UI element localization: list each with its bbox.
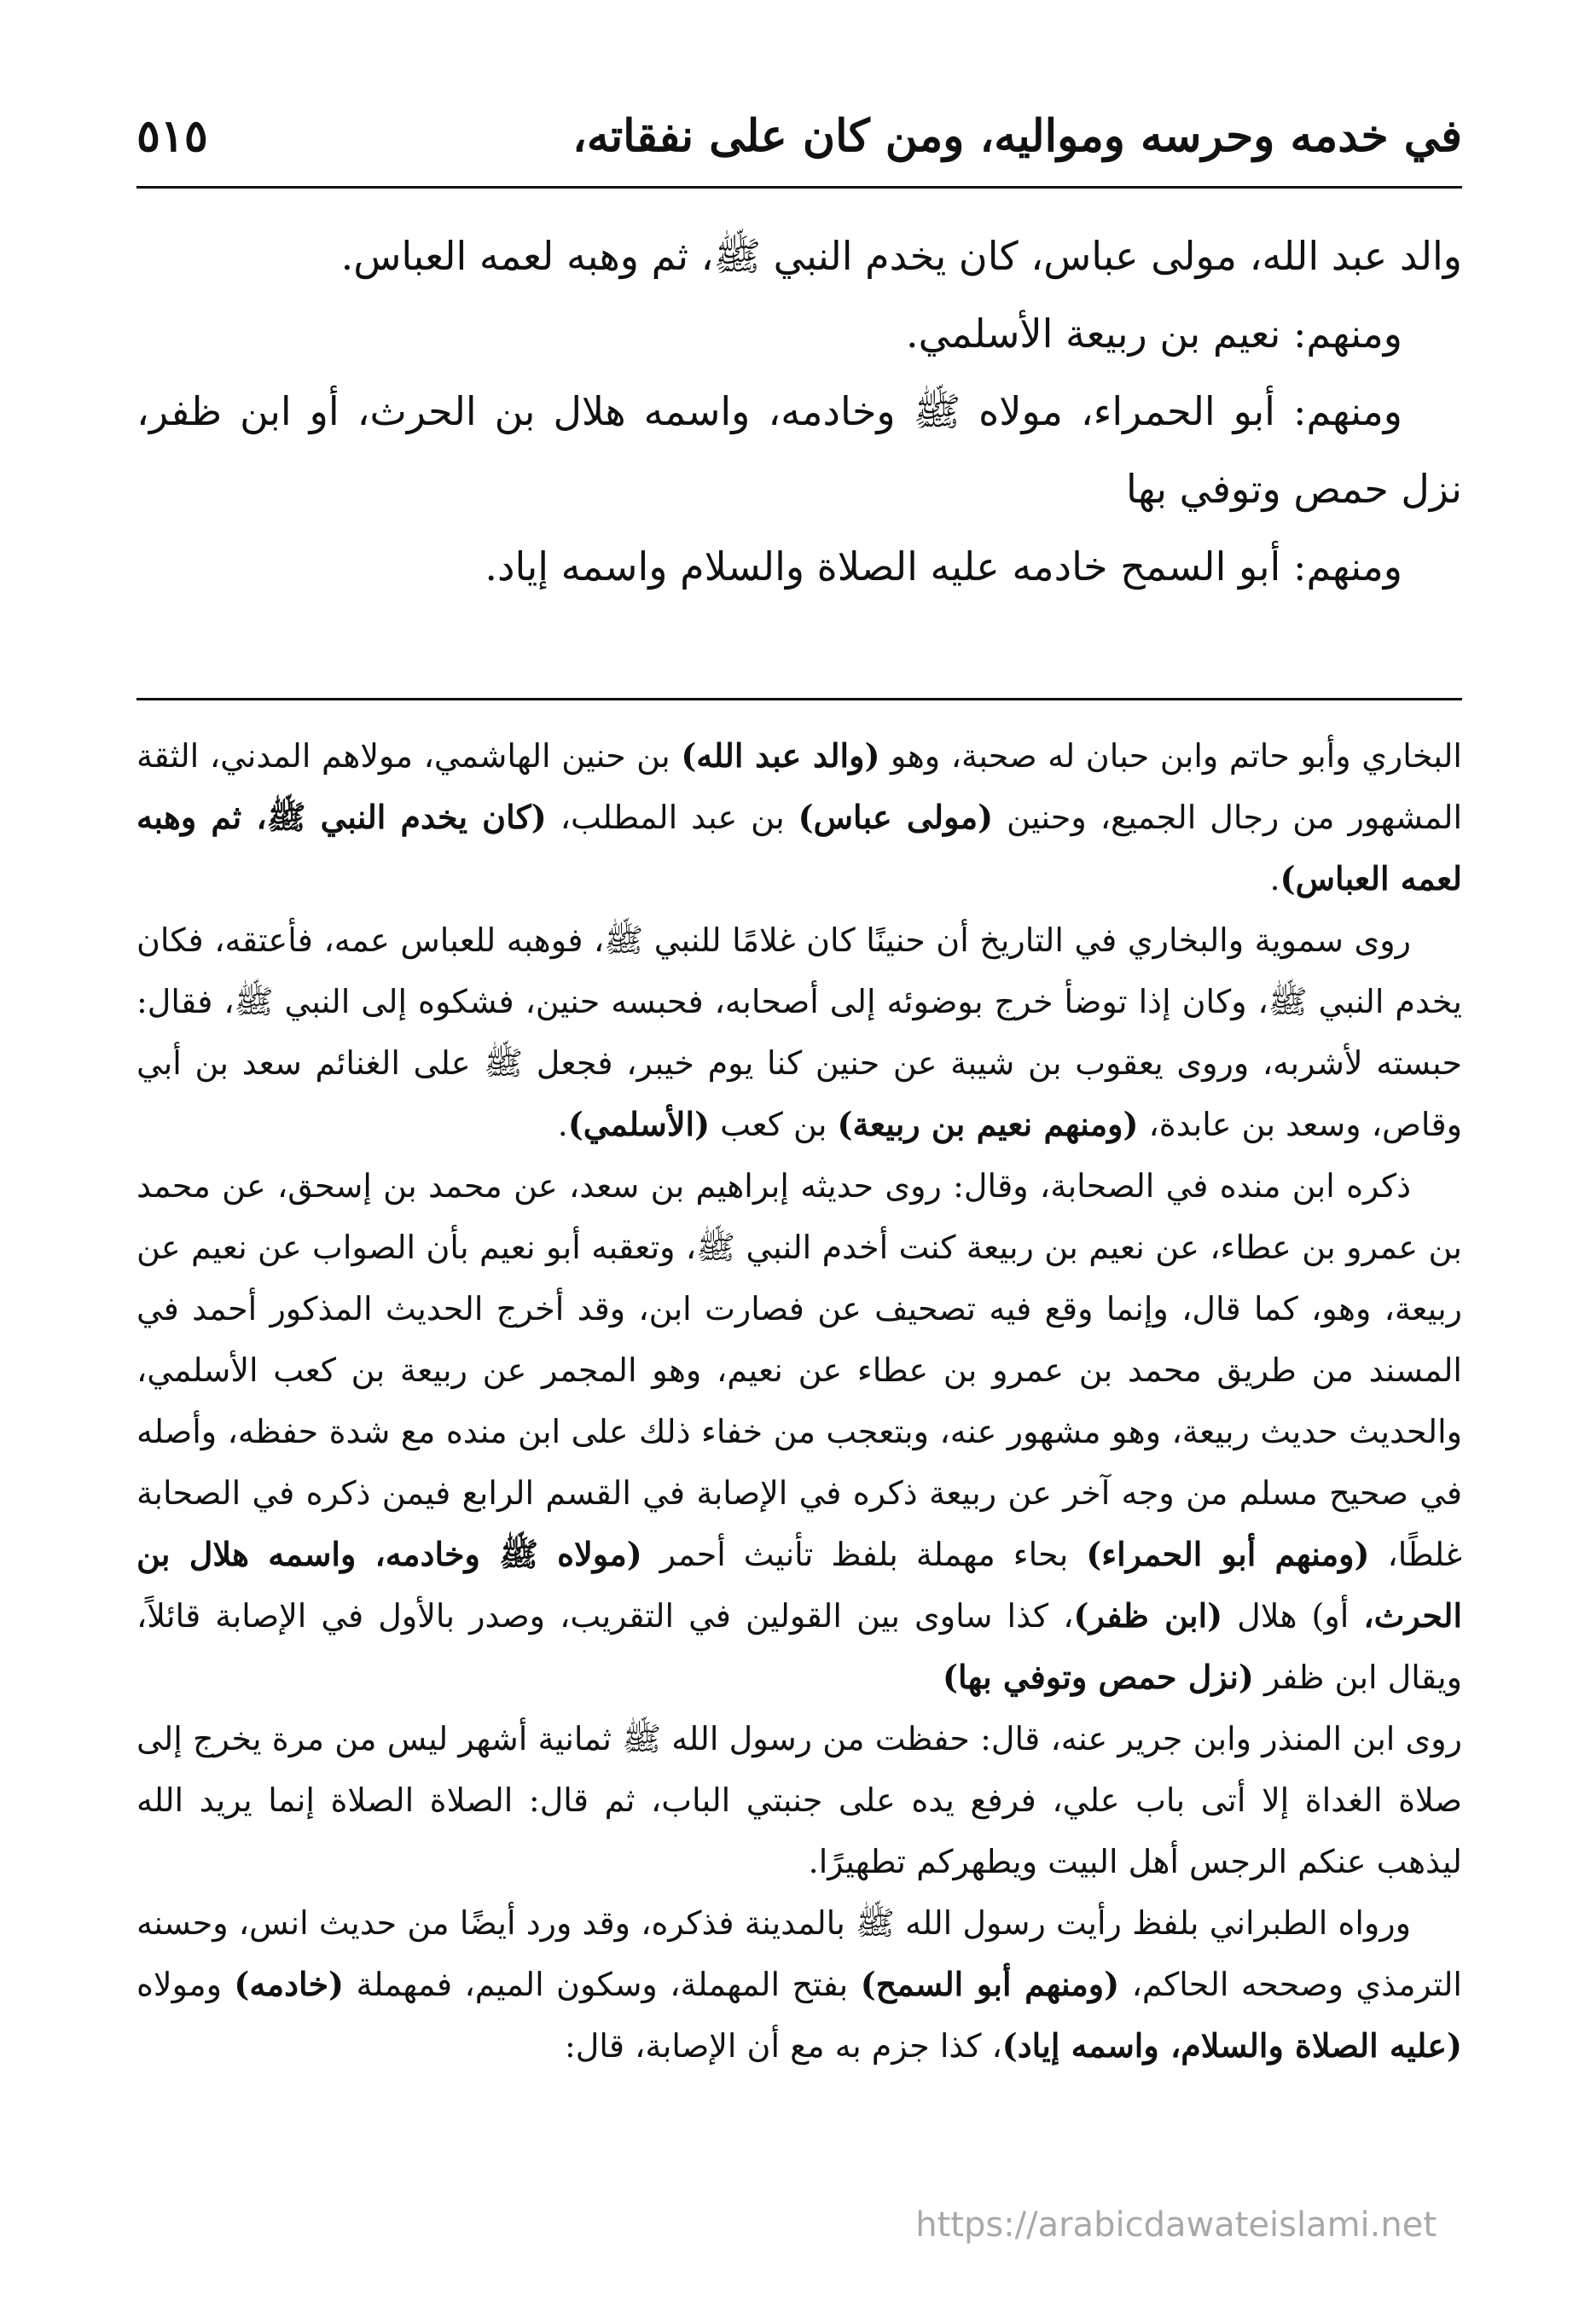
commentary-divider <box>136 698 1462 700</box>
commentary-text: ، كذا ساوى بين القولين في التقريب، وصدر بالأول في الإصابة قائلاً، ويقال ابن ظفر <box>136 1597 1462 1696</box>
main-paragraph-1: والد عبد الله، مولى عباس، كان يخدم النبي ﷺ، ثم وهبه لعمه العباس. <box>340 233 1462 279</box>
commentary-text: روى ابن المنذر وابن جرير عنه، قال: حفظت من رسول الله ﷺ ثمانية أشهر ليس من مرة يخرج إلى صلاة الغداة إلا أتى باب علي، فرفع يده على جنبتي الباب، ثم قال: الصلاة الصلاة إنما يريد الله ليذهب عنكم الرجس أهل البيت ويطهركم تطهيرًا. <box>136 1720 1462 1880</box>
quoted-phrase: (مولاه ﷺ وخادمه، واسمه هلال بن الحرث، <box>136 1535 1463 1635</box>
quoted-phrase: (نزل حمص وتوفي بها) <box>943 1658 1254 1696</box>
commentary-text: بن عبد المطلب، <box>546 799 798 836</box>
commentary-text: بحاء مهملة بلفظ تأنيث أحمر <box>641 1536 1087 1573</box>
commentary-text: ، كذا جزم به مع أن الإصابة، قال: <box>564 2027 1002 2065</box>
page-header <box>136 102 1462 179</box>
main-paragraph-3: ومنهم: أبو الحمراء، مولاه ﷺ وخادمه، واسمه هلال بن الحرث، أو ابن ظفر، نزل حمص وتوفي بها <box>136 388 1462 512</box>
header-divider <box>136 186 1462 189</box>
commentary-text: أو) هلال <box>1222 1597 1364 1635</box>
commentary-paragraph-5 <box>136 1892 1462 2077</box>
commentary-block <box>136 725 1462 2077</box>
running-head-title: في خدمه وحرسه ومواليه، ومن كان على نفقاته، <box>572 110 1462 162</box>
commentary-paragraph-3 <box>136 1155 1462 1708</box>
quoted-phrase: (مولى عباس) <box>798 798 994 836</box>
commentary-text: روى سموية والبخاري في التاريخ أن حنينًا كان غلامًا للنبي ﷺ، فوهبه للعباس عمه، فأعتقه، فكان يخدم النبي ﷺ، وكان إذا توضأ خرج بوضوئه إلى أصحابه، فحبسه حنين، فشكوه إلى النبي ﷺ، فقال: حبسته لأشربه، وروى يعقوب بن شيبة عن حنين كنا يوم خيبر، فجعل ﷺ على الغنائم سعد بن أبي وقاص، وسعد بن عابدة، <box>136 921 1462 1143</box>
quoted-phrase: (ومنهم نعيم بن ربيعة) <box>837 1105 1139 1143</box>
commentary-paragraph-4 <box>136 1708 1462 1892</box>
quoted-phrase: (والد عبد الله) <box>681 736 880 775</box>
commentary-text: . <box>557 1106 568 1143</box>
commentary-text: ومولاه <box>136 1966 235 2003</box>
commentary-paragraph-2 <box>136 909 1462 1155</box>
watermark-url: https://arabicdawateislami.net <box>915 2205 1437 2245</box>
commentary-text: بفتح المهملة، وسكون الميم، فمهملة <box>344 1966 861 2003</box>
main-paragraph-4: ومنهم: أبو السمح خادمه عليه الصلاة والسلام واسمه إياد. <box>485 543 1402 590</box>
commentary-text: ذكره ابن منده في الصحابة، وقال: روى حديثه إبراهيم بن سعد، عن محمد بن إسحق، عن محمد بن عمرو بن عطاء، عن نعيم بن ربيعة كنت أخدم النبي ﷺ، وتعقبه أبو نعيم بأن الصواب عن نعيم عن ربيعة، وهو، كما قال، وإنما وقع فيه تصحيف عن فصارت ابن، وقد أخرج الحديث المذكور أحمد في المسند من طريق محمد بن عمرو بن عطاء عن نعيم، وهو المجمر عن ربيعة بن كعب الأسلمي، والحديث حديث ربيعة، وهو مشهور عنه، وبتعجب من خفاء ذلك على ابن منده مع شدة حفظه، وأصله في صحيح مسلم من وجه آخر عن ربيعة ذكره في الإصابة في القسم الرابع فيمن ذكره في الصحابة غلطًا، <box>136 1167 1462 1573</box>
commentary-text: البخاري وأبو حاتم وابن حبان له صحبة، وهو <box>879 737 1462 775</box>
quoted-phrase: (عليه الصلاة والسلام، واسمه إياد) <box>1001 2026 1462 2065</box>
main-paragraph-2: ومنهم: نعيم بن ربيعة الأسلمي. <box>906 311 1402 357</box>
quoted-phrase: (ومنهم أبو الحمراء) <box>1086 1535 1370 1573</box>
page-number: ٥١٥ <box>136 110 208 162</box>
commentary-text: بن حنين الهاشمي، مولاهم المدني، الثقة المشهور من رجال الجميع، وحنين <box>136 737 1463 836</box>
commentary-text: ورواه الطبراني بلفظ رأيت رسول الله ﷺ بالمدينة فذكره، وقد ورد أيضًا من حديث انس، وحسنه الترمذي وصححه الحاكم، <box>136 1904 1462 2003</box>
commentary-text: بن كعب <box>710 1106 838 1143</box>
commentary-text: . <box>1269 860 1280 898</box>
main-text-block <box>136 218 1462 606</box>
quoted-phrase: (ومنهم أبو السمح) <box>860 1965 1120 2003</box>
quoted-phrase: (ابن ظفر) <box>1073 1596 1223 1635</box>
commentary-paragraph-1 <box>136 725 1462 909</box>
quoted-phrase: (كان يخدم النبي ﷺ، ثم وهبه لعمه العباس) <box>136 798 1462 898</box>
quoted-phrase: (الأسلمي) <box>567 1105 711 1143</box>
quoted-phrase: (خادمه) <box>234 1965 345 2003</box>
